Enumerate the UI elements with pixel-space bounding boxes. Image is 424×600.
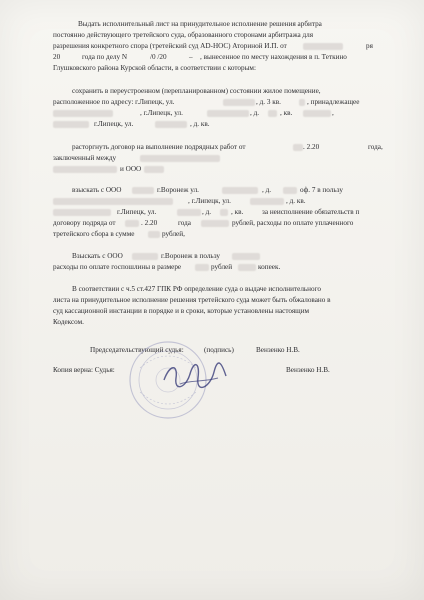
redaction	[303, 110, 331, 117]
doc-text: г.Воронеж ул.	[157, 186, 199, 194]
redaction	[201, 220, 229, 227]
doc-text: , д. кв.	[286, 197, 306, 205]
doc-text: , д.	[202, 208, 212, 216]
doc-text: /0 /20	[150, 53, 167, 61]
doc-text: за неисполнение обязательств п	[262, 208, 360, 216]
doc-text: рублей,	[162, 230, 185, 238]
redaction	[222, 187, 258, 194]
doc-text: взыскать с ООО	[72, 186, 122, 194]
judge-signature	[160, 358, 230, 394]
doc-text: расторгнуть договор на выполнение подрядных работ от	[72, 143, 246, 151]
doc-line: Глушковского района Курской области, в соответствии с которым:	[53, 64, 256, 72]
redaction	[195, 264, 209, 271]
doc-text: года,	[368, 143, 383, 151]
doc-text: г.Липецк, ул.	[94, 120, 134, 128]
doc-line: сохранить в переустроенном (перепланированном) состоянии жилое помещение,	[72, 87, 321, 95]
redaction	[125, 220, 139, 227]
redaction	[53, 209, 111, 216]
doc-text: , д.	[250, 109, 260, 117]
doc-text: , кв.	[280, 109, 293, 117]
redaction	[238, 264, 256, 271]
doc-text: ,	[332, 109, 334, 117]
doc-line: постоянно действующего третейского суда, образованного сторонами арбитража для	[53, 31, 314, 39]
doc-text: договору подряда от	[53, 219, 116, 227]
doc-text: , д.	[262, 186, 272, 194]
doc-line: листа на принудительное исполнение решения третейского суда может быть обжаловано в	[53, 296, 331, 304]
doc-line: В соответствии с ч.5 ст.427 ГПК РФ определение суда о выдаче исполнительного	[72, 285, 321, 293]
doc-text: года	[178, 219, 192, 227]
doc-text: года по делу N	[82, 53, 128, 61]
redaction	[220, 209, 228, 216]
doc-line: Выдать исполнительный лист на принудительное исполнение решения арбитра	[78, 20, 322, 28]
doc-text: –	[189, 53, 193, 61]
doc-text: третейского сбора в сумме	[53, 230, 135, 238]
presiding-judge-label: Председательствующий судья:	[90, 346, 184, 354]
redaction	[148, 231, 160, 238]
doc-text: заключенный между	[53, 154, 117, 162]
doc-text: рублей, расходы по оплате уплаченного	[232, 219, 354, 227]
doc-text: . 2.20	[303, 143, 320, 151]
judge-name: Вензенко Н.В.	[256, 346, 300, 354]
doc-text: 20	[53, 53, 61, 61]
doc-text: , кв.	[231, 208, 244, 216]
doc-text: , д. 3 кв.	[256, 98, 281, 106]
doc-text: г.Липецк, ул.	[117, 208, 157, 216]
signature-note: (подпись)	[204, 346, 234, 354]
redaction	[132, 253, 158, 260]
doc-text: оф. 7 в пользу	[300, 186, 343, 194]
redaction	[53, 198, 173, 205]
doc-text: расходы по оплате госпошлины в размере	[53, 263, 182, 271]
redaction	[250, 198, 284, 205]
redaction	[132, 187, 154, 194]
redaction	[155, 121, 187, 128]
doc-text: , д. кв.	[190, 120, 210, 128]
doc-text: , вынесенное по месту нахождения в п. Теткино	[200, 53, 347, 61]
redaction	[299, 99, 305, 106]
doc-line: суд кассационной инстанции в порядке и в сроки, которые установлены настоящим	[53, 307, 310, 315]
redaction	[268, 110, 277, 117]
redaction	[293, 144, 303, 151]
redaction	[232, 253, 260, 260]
doc-text: , г.Липецк, ул.	[188, 197, 231, 205]
doc-text: . 2.20	[141, 219, 158, 227]
redaction	[223, 99, 255, 106]
redaction	[53, 110, 113, 117]
redaction	[283, 187, 297, 194]
redaction	[53, 121, 89, 128]
redaction	[140, 155, 220, 162]
doc-text: г.Воронеж в пользу	[161, 252, 220, 260]
redaction	[303, 43, 343, 50]
doc-text: Взыскать с ООО	[72, 252, 123, 260]
doc-text: расположенное по адресу: г.Липецк, ул.	[53, 98, 175, 106]
redaction	[144, 166, 164, 173]
redaction	[207, 110, 249, 117]
doc-line: разрешения конкретного спора (третейский суд AD-HOC) Аториной И.П. от	[53, 42, 287, 50]
redaction	[53, 166, 117, 173]
doc-text: , г.Липецк, ул.	[140, 109, 183, 117]
redaction	[177, 209, 201, 216]
doc-text: копеек.	[258, 263, 281, 271]
judge-name-copy: Вензенко Н.В.	[286, 366, 330, 374]
doc-text: рублей	[211, 263, 233, 271]
doc-text: и ООО	[120, 165, 142, 173]
true-copy-label: Копия верна: Судья:	[53, 366, 115, 374]
doc-text: ря	[366, 42, 373, 50]
doc-line: Кодексом.	[53, 318, 84, 326]
doc-text: , принадлежащее	[307, 98, 360, 106]
